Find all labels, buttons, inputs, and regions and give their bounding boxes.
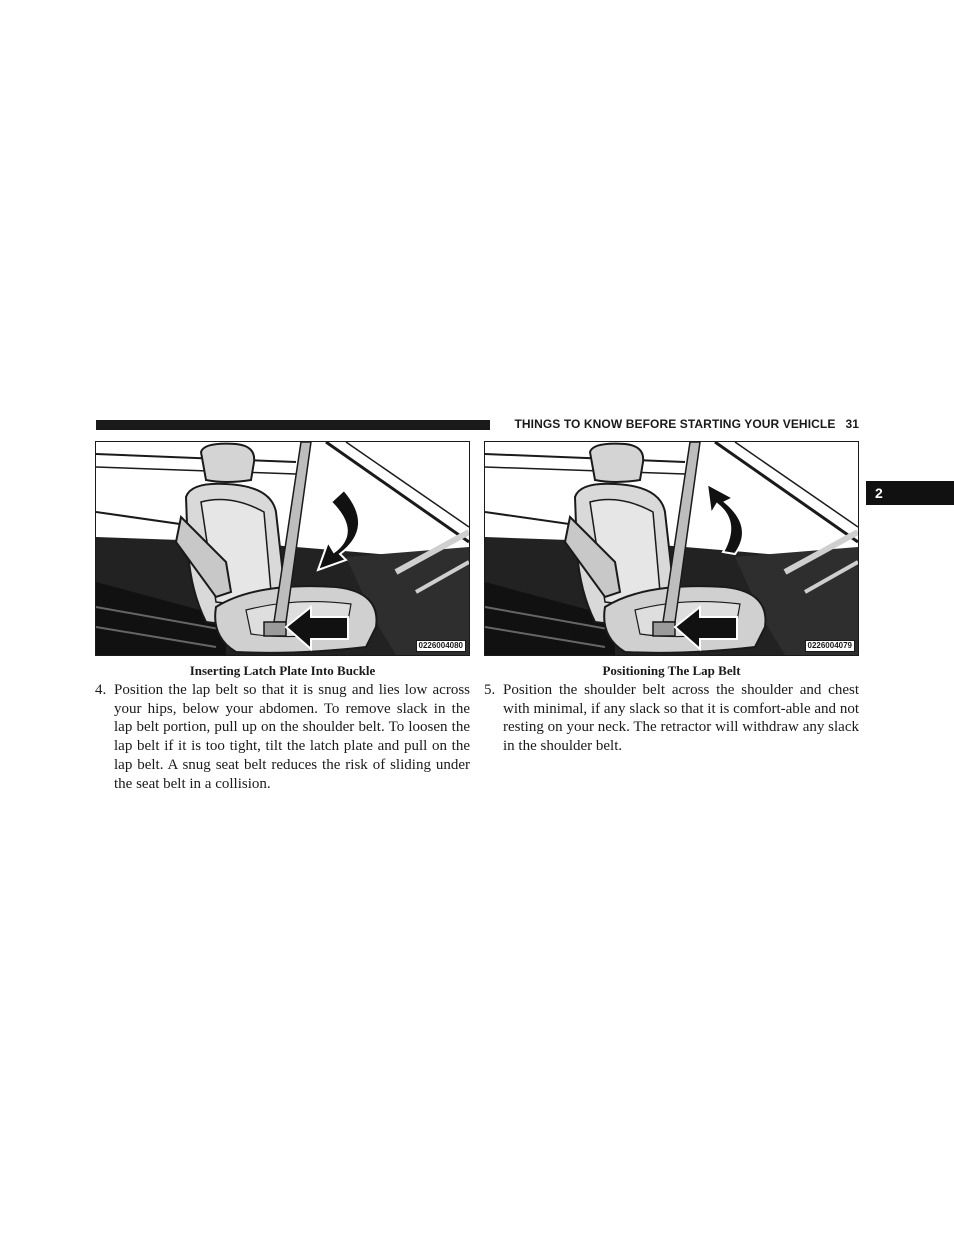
- seat-belt-illustration: [96, 442, 469, 655]
- step-text: Position the shoulder belt across the shoulder and chest with minimal, if any slack so that it is comfort-able and not resting on your neck. The retractor will withdraw any slack in the shoulder belt.: [503, 682, 859, 755]
- chapter-tab: 2: [866, 481, 954, 505]
- step-number: 5.: [484, 682, 496, 698]
- figure-code: 0226004079: [805, 640, 856, 652]
- step-number: 4.: [95, 682, 107, 698]
- seat-belt-illustration: [485, 442, 858, 655]
- figure-code: 0226004080: [416, 640, 467, 652]
- figure-caption: Positioning The Lap Belt: [602, 663, 741, 678]
- step-4: [95, 681, 470, 793]
- figure-latch-plate: [95, 441, 470, 656]
- step-5: [484, 681, 859, 756]
- step-text: Position the lap belt so that it is snug and lies low across your hips, below your abdomen. To remove slack in the lap belt portion, pull up on the shoulder belt. To loosen the lap belt if it is too tight, tilt the latch plate and pull on the lap belt. A snug seat belt reduces the risk of sliding under the seat belt in a collision.: [114, 682, 470, 792]
- figure-caption: Inserting Latch Plate Into Buckle: [189, 663, 376, 678]
- figure-lap-belt: [484, 441, 859, 656]
- running-header: [496, 417, 859, 433]
- header-rule: [96, 420, 490, 430]
- section-title: THINGS TO KNOW BEFORE STARTING YOUR VEHICLE: [514, 417, 836, 431]
- page-number: 31: [845, 417, 859, 431]
